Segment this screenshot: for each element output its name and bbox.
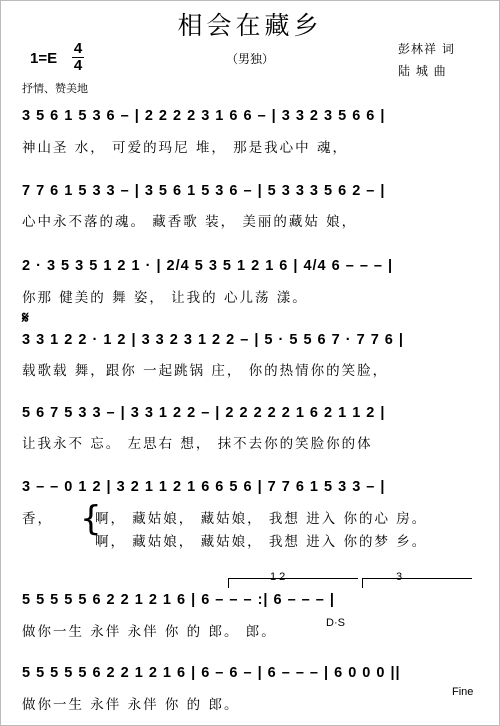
volta-2-start: [362, 578, 363, 588]
music-line-7: 5 5 5 5 5 6 2 2 1 2 1 6 | 6 – – – :| 6 – – – |: [22, 592, 335, 608]
song-subtitle: （男独）: [225, 52, 274, 66]
song-title: 相会在藏乡: [177, 11, 323, 40]
music-line-5: 5 6 7 5 3 3 – | 3 3 1 2 2 – | 2 2 2 2 2 1 6 2 1 1 2 |: [22, 405, 386, 421]
verse-line-2: 啊， 藏姑娘， 藏姑娘， 我想 进入 你的梦 乡。: [95, 534, 428, 550]
time-signature-top: 4: [73, 40, 83, 57]
verse-brace: {: [80, 499, 102, 539]
lyric-line-5: 让我永不 忘。 左思右 想， 抹不去你的笑脸你的体: [22, 436, 373, 452]
music-line-3: 2 · 3 5 3 5 1 2 1 · | 2/4 5 3 5 1 2 1 6 | 4/4 6 – – – |: [22, 258, 394, 274]
time-signature-bottom: 4: [73, 57, 83, 74]
verse-line-1: 啊， 藏姑娘， 藏姑娘， 我想 进入 你的心 房。: [95, 511, 428, 527]
time-signature: [72, 41, 84, 74]
segno-sign: 𝄋: [22, 308, 29, 327]
key-signature: 1=E: [30, 50, 58, 67]
music-line-2: 7 7 6 1 5 3 3 – | 3 5 6 1 5 3 6 – | 5 3 3 3 5 6 2 – |: [22, 183, 386, 199]
lyric-line-8: 做你一生 永伴 永伴 你 的 郎。: [22, 697, 240, 713]
lyric-line-1: 神山圣 水， 可爱的玛尼 堆， 那是我心中 魂，: [22, 140, 348, 156]
volta-2-bracket: [362, 578, 472, 579]
music-line-6: 3 – – 0 1 2 | 3 2 1 1 2 1 6 6 5 6 | 7 7 6 1 5 3 3 – |: [22, 479, 386, 495]
lyricist-credit: 彭林祥 词: [398, 42, 455, 56]
music-line-4: 3 3 1 2 2 · 1 2 | 3 3 2 3 1 2 2 – | 5 · 5 5 6 7 · 7 7 6 |: [22, 332, 404, 348]
volta-1-label: 1 2: [270, 571, 286, 583]
volta-2-label: 3: [396, 571, 403, 583]
lyric-line-2: 心中永不落的魂。 藏香歌 装， 美丽的藏姑 娘，: [22, 214, 358, 230]
music-line-1: 3 5 6 1 5 3 6 – | 2 2 2 2 3 1 6 6 – | 3 3 2 3 5 6 6 |: [22, 108, 386, 124]
volta-1-start: [228, 578, 229, 588]
lyric-line-4: 载歌载 舞，跟你 一起跳锅 庄， 你的热情你的笑脸，: [22, 363, 389, 379]
volta-1-bracket: [228, 578, 358, 579]
music-line-8: 5 5 5 5 5 6 2 2 1 2 1 6 | 6 – 6 – | 6 – – – | 6 0 0 0 ||: [22, 665, 401, 681]
lyric-line-7: 做你一生 永伴 永伴 你 的 郎。 郎。: [22, 624, 277, 640]
lyric-line-6: 香，: [22, 511, 53, 527]
composer-credit: 陆 城 曲: [398, 64, 447, 78]
lyric-line-3: 你那 健美的 舞 姿， 让我的 心儿荡 漾。: [22, 290, 308, 306]
tempo-marking: 抒情、赞美地: [22, 82, 88, 95]
dal-segno-mark: D·S: [326, 617, 345, 629]
fine-mark: Fine: [452, 686, 474, 698]
